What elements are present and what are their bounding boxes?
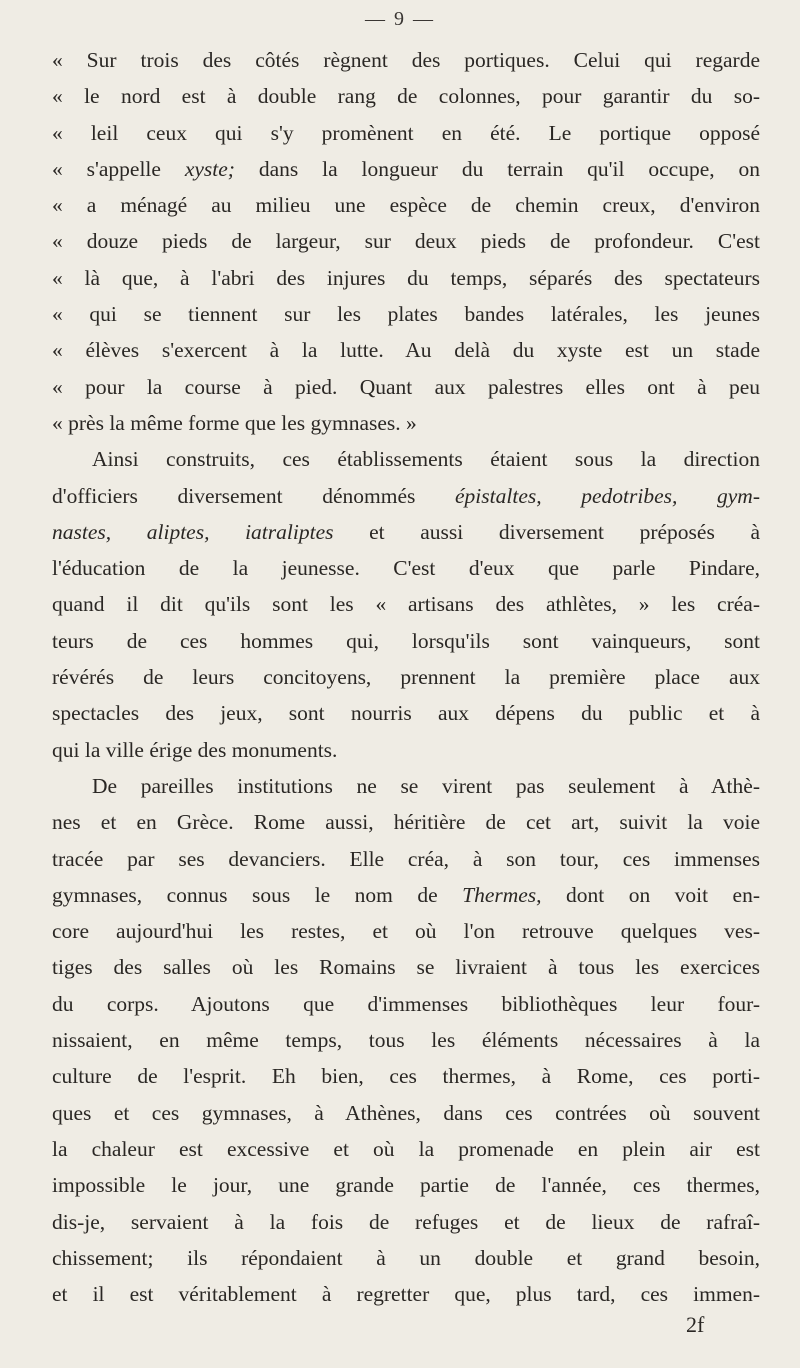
text-segment: dis-je, servaient à la fois de refuges et de lieux de rafraî- (52, 1209, 760, 1234)
text-segment: qui la ville érige des monuments. (52, 737, 338, 762)
text-line (52, 1276, 760, 1312)
text-segment: et aussi diversement préposés à (333, 519, 760, 544)
text-line (52, 695, 760, 731)
text-line (52, 332, 760, 368)
text-line (52, 1240, 760, 1276)
text-segment: spectacles des jeux, sont nourris aux dépens du public et à (52, 701, 760, 726)
text-line (52, 1204, 760, 1240)
text-line (52, 659, 760, 695)
text-segment: révérés de leurs concitoyens, prennent la première place aux (52, 665, 760, 690)
text-line (52, 550, 760, 586)
text-segment: l'éducation de la jeunesse. C'est d'eux que parle Pindare, (52, 556, 760, 581)
text-segment: chissement; ils répondaient à un double et grand besoin, (52, 1245, 760, 1270)
text-line (52, 405, 760, 441)
text-line (52, 151, 760, 187)
text-line (52, 42, 760, 78)
text-line (52, 586, 760, 622)
text-segment: De pareilles institutions ne se virent pas seulement à Athè- (92, 773, 760, 798)
text-segment: gymnases, connus sous le nom de (52, 882, 463, 907)
text-line (52, 369, 760, 405)
text-segment: « s'appelle (52, 156, 185, 181)
text-segment: « le nord est à double rang de colonnes, pour garantir du so- (52, 84, 760, 109)
text-segment: d'officiers diversement dénommés (52, 483, 456, 508)
text-segment: « a ménagé au milieu une espèce de chemin creux, d'environ (52, 193, 760, 218)
text-line (52, 187, 760, 223)
text-segment: quand il dit qu'ils sont les « artisans des athlètes, » les créa- (52, 592, 760, 617)
text-line (52, 478, 760, 514)
text-segment: « pour la course à pied. Quant aux palestres elles ont à peu (52, 374, 760, 399)
text-line (52, 623, 760, 659)
text-line (52, 78, 760, 114)
text-segment: tracée par ses devanciers. Elle créa, à son tour, ces immenses (52, 846, 760, 871)
text-line (52, 296, 760, 332)
page-number: — 9 — (365, 8, 435, 30)
text-segment: « qui se tiennent sur les plates bandes latérales, les jeunes (52, 302, 760, 327)
text-line (52, 260, 760, 296)
text-line (52, 1022, 760, 1058)
text-line (52, 877, 760, 913)
text-segment: culture de l'esprit. Eh bien, ces thermes, à Rome, ces porti- (52, 1064, 760, 1089)
text-segment: « élèves s'exercent à la lutte. Au delà du xyste est un stade (52, 338, 760, 363)
italic-text: xyste; (184, 156, 235, 181)
text-segment: et il est véritablement à regretter que, plus tard, ces immen- (52, 1282, 760, 1307)
text-segment: « là que, à l'abri des injures du temps, séparés des spectateurs (52, 265, 760, 290)
text-line (52, 1058, 760, 1094)
text-line (52, 514, 760, 550)
text-line (52, 732, 760, 768)
text-line (52, 1095, 760, 1131)
italic-text: nastes, aliptes, iatraliptes (52, 519, 334, 544)
text-line (52, 115, 760, 151)
text-line (52, 949, 760, 985)
body-text (52, 42, 760, 1312)
text-line (52, 1167, 760, 1203)
text-segment: dont on voit en- (541, 882, 760, 907)
text-segment: « leil ceux qui s'y promènent en été. Le portique opposé (52, 120, 760, 145)
text-line (52, 223, 760, 259)
text-line (52, 913, 760, 949)
text-line (52, 986, 760, 1022)
text-segment: ques et ces gymnases, à Athènes, dans ces contrées où souvent (52, 1100, 760, 1125)
text-line (52, 804, 760, 840)
text-line (52, 1131, 760, 1167)
text-segment: nissaient, en même temps, tous les éléments nécessaires à la (52, 1028, 760, 1053)
italic-text: épistaltes, pedotribes, gym- (455, 483, 760, 508)
text-segment: du corps. Ajoutons que d'immenses bibliothèques leur four- (52, 991, 760, 1016)
text-segment: dans la longueur du terrain qu'il occupe, on (234, 156, 760, 181)
text-segment: tiges des salles où les Romains se livraient à tous les exercices (52, 955, 760, 980)
text-segment: « près la même forme que les gymnases. » (52, 410, 417, 435)
text-segment: teurs de ces hommes qui, lorsqu'ils sont vainqueurs, sont (52, 628, 760, 653)
italic-text: Thermes, (462, 882, 542, 907)
text-line (52, 441, 760, 477)
text-line (52, 841, 760, 877)
text-segment: core aujourd'hui les restes, et où l'on retrouve quelques ves- (52, 919, 760, 944)
text-segment: impossible le jour, une grande partie de l'année, ces thermes, (52, 1173, 760, 1198)
text-segment: la chaleur est excessive et où la promenade en plein air est (52, 1136, 760, 1161)
text-segment: nes et en Grèce. Rome aussi, héritière de cet art, suivit la voie (52, 810, 760, 835)
text-segment: Ainsi construits, ces établissements étaient sous la direction (92, 447, 760, 472)
signature-mark: 2f (686, 1312, 705, 1337)
text-line (52, 768, 760, 804)
text-segment: « douze pieds de largeur, sur deux pieds de profondeur. C'est (52, 229, 760, 254)
text-segment: « Sur trois des côtés règnent des portiques. Celui qui regarde (52, 48, 760, 72)
